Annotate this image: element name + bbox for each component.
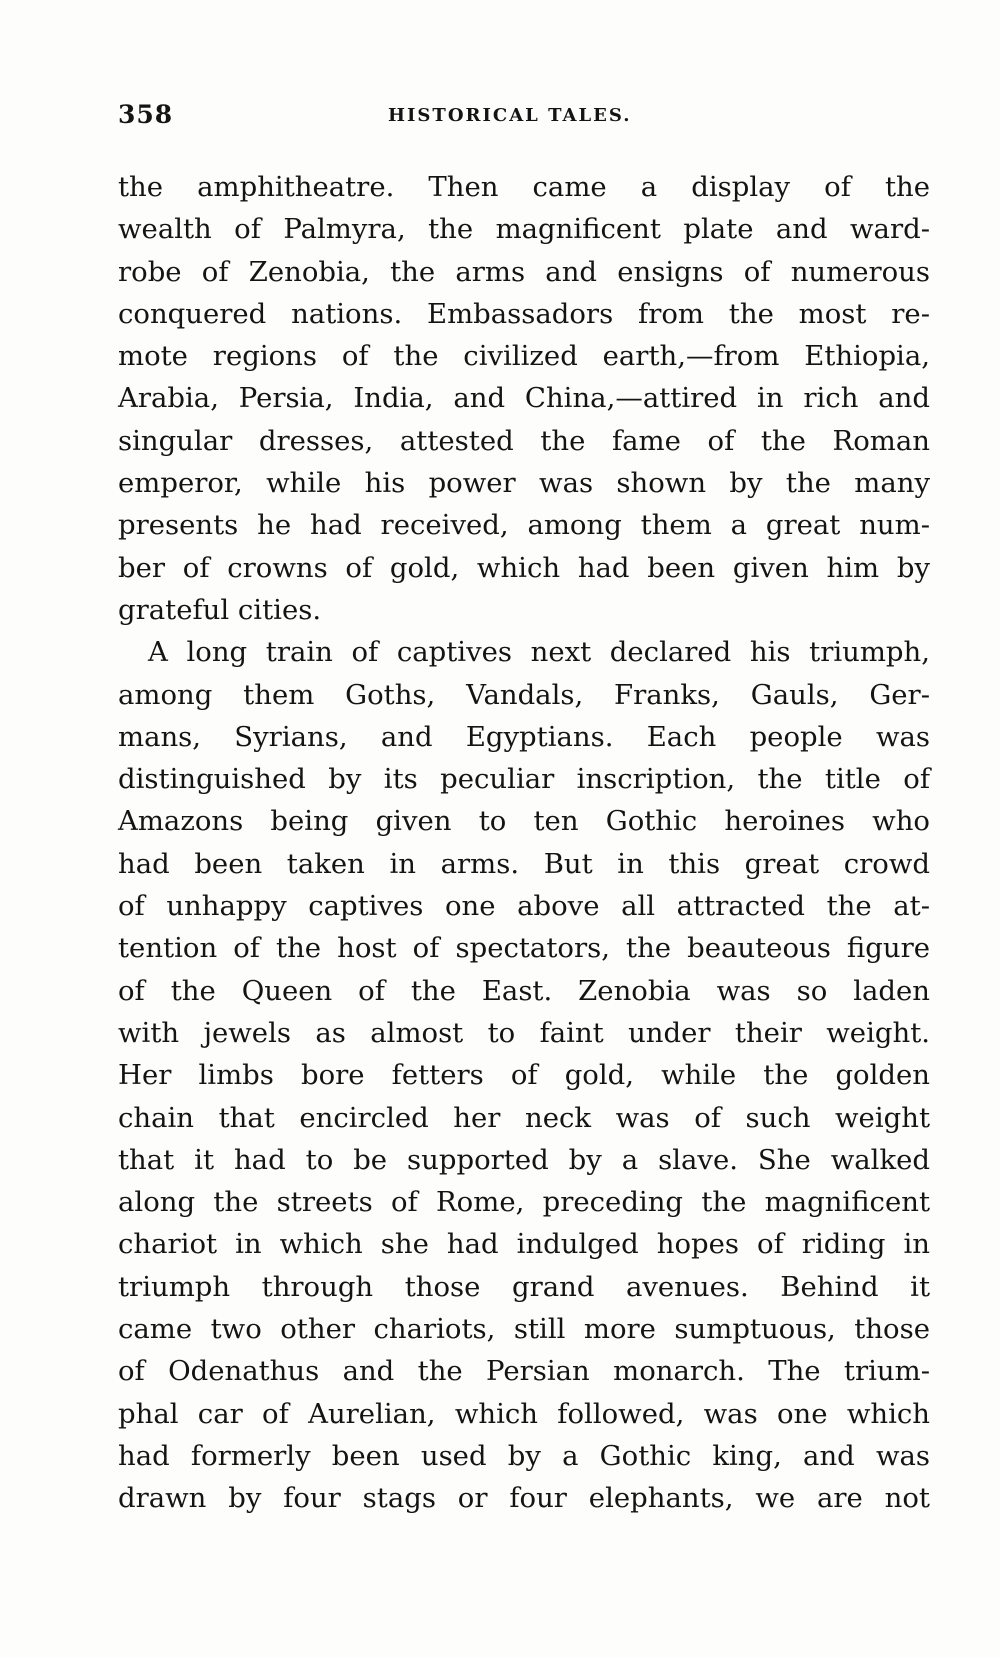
text-line: Arabia, Persia, India, and China,—attired in rich and: [118, 382, 930, 415]
text-line: triumph through those grand avenues. Behind it: [118, 1270, 930, 1303]
text-line: drawn by four stags or four elephants, we are not: [118, 1482, 930, 1515]
text-line: tention of the host of spectators, the beauteous figure: [118, 932, 930, 965]
text-line: conquered nations. Embassadors from the most re-: [118, 297, 930, 330]
text-line: of unhappy captives one above all attracted the at-: [118, 890, 930, 923]
text-line: came two other chariots, still more sumptuous, those: [118, 1313, 930, 1346]
text-line: of the Queen of the East. Zenobia was so laden: [118, 974, 930, 1007]
text-line: chain that encircled her neck was of such weight: [118, 1101, 930, 1134]
text-line: mans, Syrians, and Egyptians. Each people was: [118, 720, 930, 753]
page-header: [118, 100, 918, 140]
text-line: chariot in which she had indulged hopes of riding in: [118, 1228, 930, 1261]
page-number: 358: [118, 100, 174, 129]
text-line: of Odenathus and the Persian monarch. The trium-: [118, 1355, 930, 1388]
text-line: had formerly been used by a Gothic king, and was: [118, 1439, 930, 1472]
text-line: the amphitheatre. Then came a display of the: [118, 171, 930, 203]
text-line: along the streets of Rome, preceding the magnificent: [118, 1186, 930, 1219]
text-line: singular dresses, attested the fame of the Roman: [118, 424, 930, 457]
body-text: [118, 166, 930, 1520]
text-line: with jewels as almost to faint under their weight.: [118, 1016, 930, 1049]
text-line: Her limbs bore fetters of gold, while the golden: [118, 1059, 930, 1092]
text-line: among them Goths, Vandals, Franks, Gauls, Ger-: [118, 678, 930, 711]
text-line: robe of Zenobia, the arms and ensigns of numerous: [118, 255, 930, 288]
text-line: Amazons being given to ten Gothic heroines who: [118, 805, 930, 838]
text-line: that it had to be supported by a slave. She walked: [118, 1143, 930, 1176]
text-line: ber of crowns of gold, which had been given him by: [118, 551, 930, 584]
text-line: phal car of Aurelian, which followed, was one which: [118, 1397, 930, 1430]
text-line: presents he had received, among them a great num-: [118, 509, 930, 542]
text-line: wealth of Palmyra, the magnificent plate and ward-: [118, 213, 930, 246]
text-line: emperor, while his power was shown by the many: [118, 467, 930, 500]
text-line: A long train of captives next declared his triumph,: [148, 636, 930, 669]
text-line: grateful cities.: [118, 593, 322, 626]
text-line: had been taken in arms. But in this great crowd: [118, 847, 930, 880]
text-line: mote regions of the civilized earth,—from Ethiopia,: [118, 340, 930, 373]
running-head: HISTORICAL TALES.: [388, 105, 632, 126]
text-line: distinguished by its peculiar inscription, the title of: [118, 763, 930, 796]
